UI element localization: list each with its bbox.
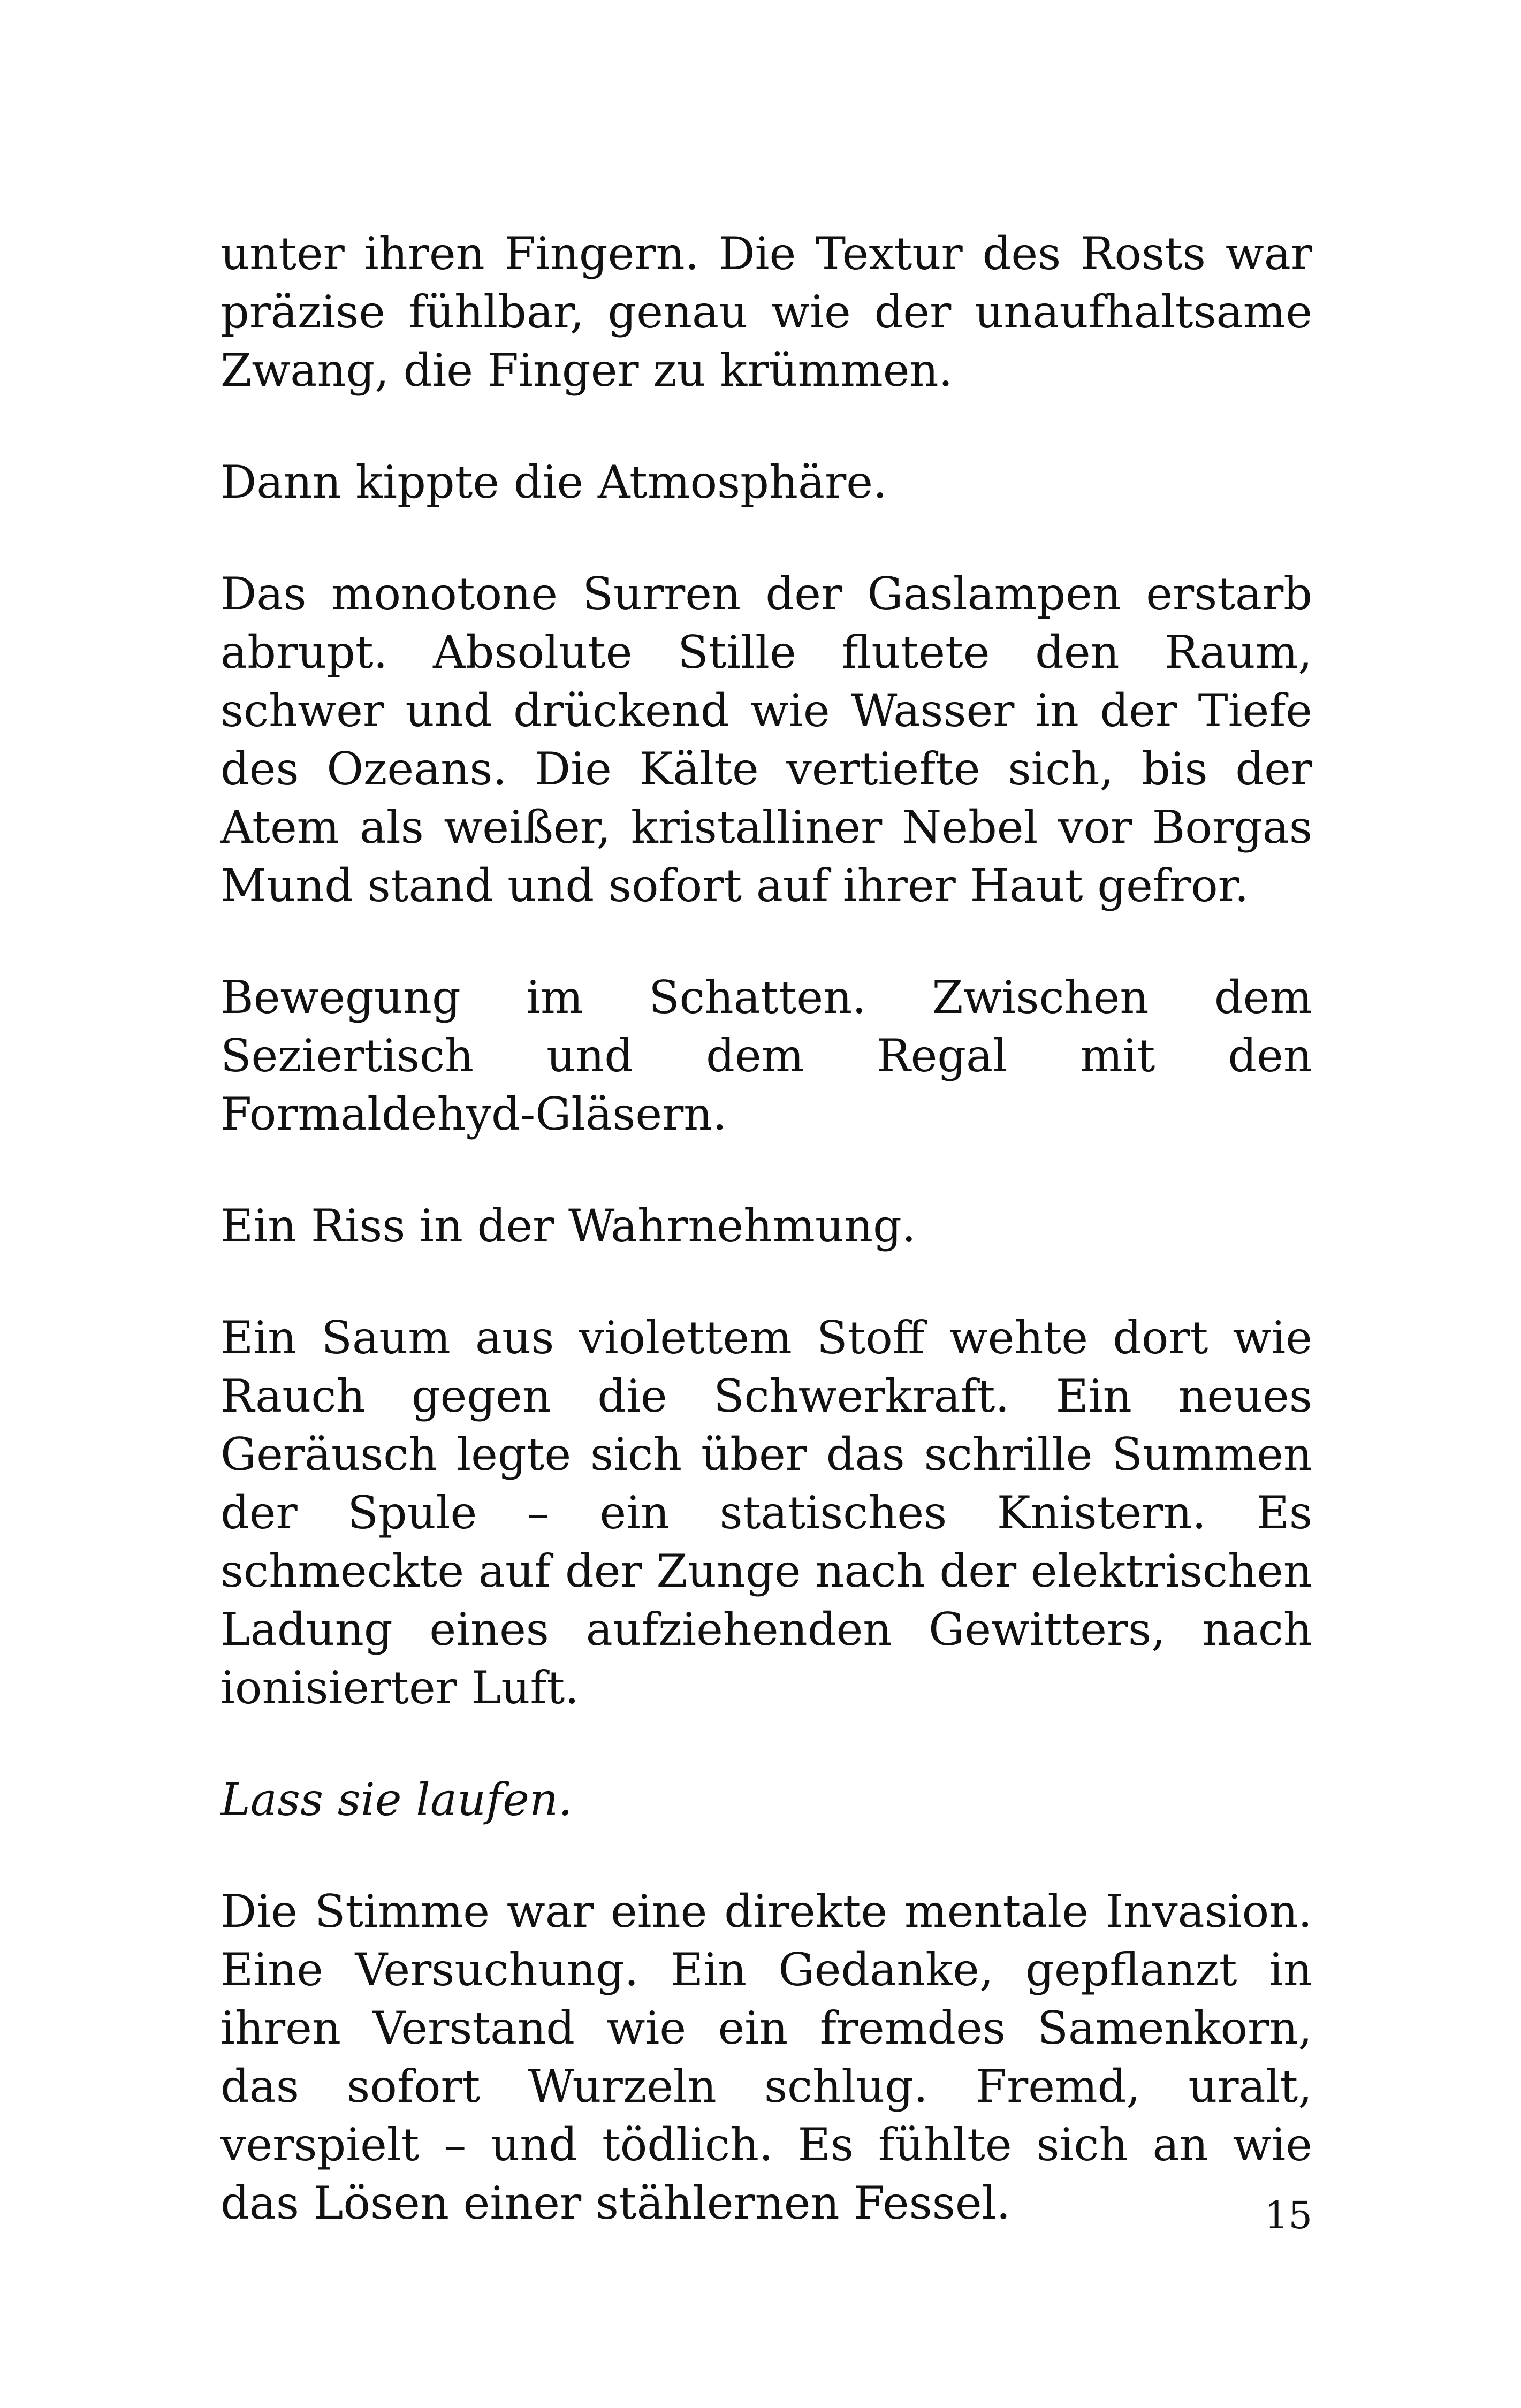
paragraph-7-italic-thought: Lass sie laufen.: [220, 1773, 573, 1826]
paragraph-6: Ein Saum aus violettem Stoff wehte dort wie Rauch gegen die Schwerkraft. Ein neues Geräusch legte sich über das schrille Summen der Spule – ein statisches Knistern. Es schmeckte auf der Zunge nach der elektrischen Ladung eines aufziehenden Gewitters, nach ionisierter Luft.: [220, 1312, 1312, 1714]
paragraph-3: Das monotone Surren der Gaslampen erstarb abrupt. Absolute Stille flutete den Raum, schwer und drückend wie Wasser in der Tiefe des Ozeans. Die Kälte vertiefte sich, bis der Atem als weißer, kristalliner Nebel vor Borgas Mund stand und sofort auf ihrer Haut gefror.: [220, 568, 1312, 912]
page-number: 15: [1264, 2193, 1312, 2237]
paragraph-5: Ein Riss in der Wahrnehmung.: [220, 1200, 916, 1252]
paragraph-2: Dann kippte die Atmosphäre.: [220, 456, 887, 508]
paragraph-8: Die Stimme war eine direkte mentale Invasion. Eine Versuchung. Ein Gedanke, gepflanzt in ihren Verstand wie ein fremdes Samenkorn, das sofort Wurzeln schlug. Fremd, uralt, verspielt – und tödlich. Es fühlte sich an wie das Lösen einer stählernen Fessel.: [220, 1885, 1312, 2229]
paragraph-1: unter ihren Fingern. Die Textur des Rosts war präzise fühlbar, genau wie der unaufhaltsame Zwang, die Finger zu krümmen.: [220, 227, 1312, 397]
paragraph-4: Bewegung im Schatten. Zwischen dem Seziertisch und dem Regal mit den Formaldehyd-Gläsern.: [220, 971, 1312, 1140]
page-body: [220, 225, 1312, 2286]
